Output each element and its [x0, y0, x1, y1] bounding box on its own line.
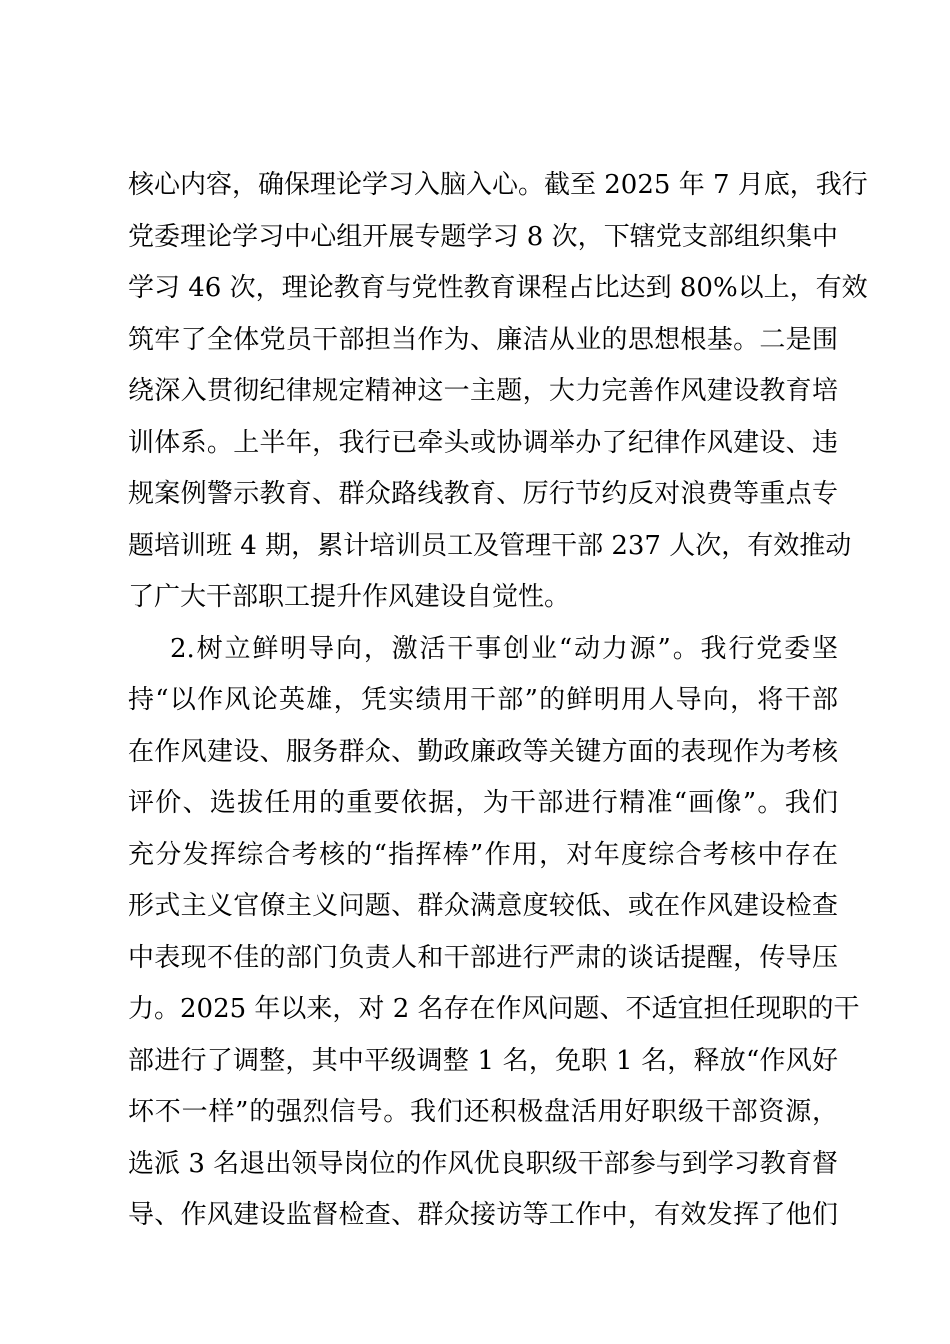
paragraph-line: 部进行了调整，其中平级调整 1 名，免职 1 名，释放“作风好: [128, 1045, 838, 1076]
paragraph-line: 训体系。上半年，我行已牵头或协调举办了纪律作风建设、违: [128, 427, 838, 458]
paragraph-line: 中表现不佳的部门负责人和干部进行严肃的谈话提醒，传导压: [128, 942, 838, 973]
paragraph-line: 坏不一样”的强烈信号。我们还积极盘活用好职级干部资源，: [128, 1097, 838, 1127]
paragraph-line: 规案例警示教育、群众路线教育、厉行节约反对浪费等重点专: [128, 479, 838, 509]
paragraph-line: 充分发挥综合考核的“指挥棒”作用，对年度综合考核中存在: [128, 839, 838, 870]
paragraph-line: 力。2025 年以来，对 2 名存在作风问题、不适宜担任现职的干: [128, 994, 860, 1024]
paragraph-line: 选派 3 名退出领导岗位的作风优良职级干部参与到学习教育督: [128, 1148, 838, 1179]
paragraph-line: 导、作风建设监督检查、群众接访等工作中，有效发挥了他们: [128, 1200, 838, 1230]
paragraph-2: [128, 624, 860, 1242]
paragraph-line: 形式主义官僚主义问题、群众满意度较低、或在作风建设检查: [128, 891, 838, 921]
paragraph-line: 核心内容，确保理论学习入脑入心。截至 2025 年 7 月底，我行: [128, 170, 868, 200]
paragraph-line: 持“以作风论英雄，凭实绩用干部”的鲜明用人导向，将干部: [128, 685, 838, 715]
paragraph-line: 了广大干部职工提升作风建设自觉性。: [128, 582, 571, 612]
paragraph-line: 绕深入贯彻纪律规定精神这一主题，大力完善作风建设教育培: [128, 376, 838, 406]
paragraph-line: 在作风建设、服务群众、勤政廉政等关键方面的表现作为考核: [128, 736, 838, 767]
paragraph-line: 筑牢了全体党员干部担当作为、廉洁从业的思想根基。二是围: [128, 324, 838, 355]
document-body: [128, 160, 868, 1242]
paragraph-1: [128, 160, 868, 624]
paragraph-line: 党委理论学习中心组开展专题学习 8 次，下辖党支部组织集中: [128, 221, 838, 252]
paragraph-line: 题培训班 4 期，累计培训员工及管理干部 237 人次，有效推动: [128, 530, 852, 561]
paragraph-line: 评价、选拔任用的重要依据，为干部进行精准“画像”。我们: [128, 788, 838, 818]
paragraph-line: 2.树立鲜明导向，激活干事创业“动力源”。我行党委坚: [170, 633, 838, 664]
paragraph-line: 学习 46 次，理论教育与党性教育课程占比达到 80%以上，有效: [128, 273, 868, 303]
